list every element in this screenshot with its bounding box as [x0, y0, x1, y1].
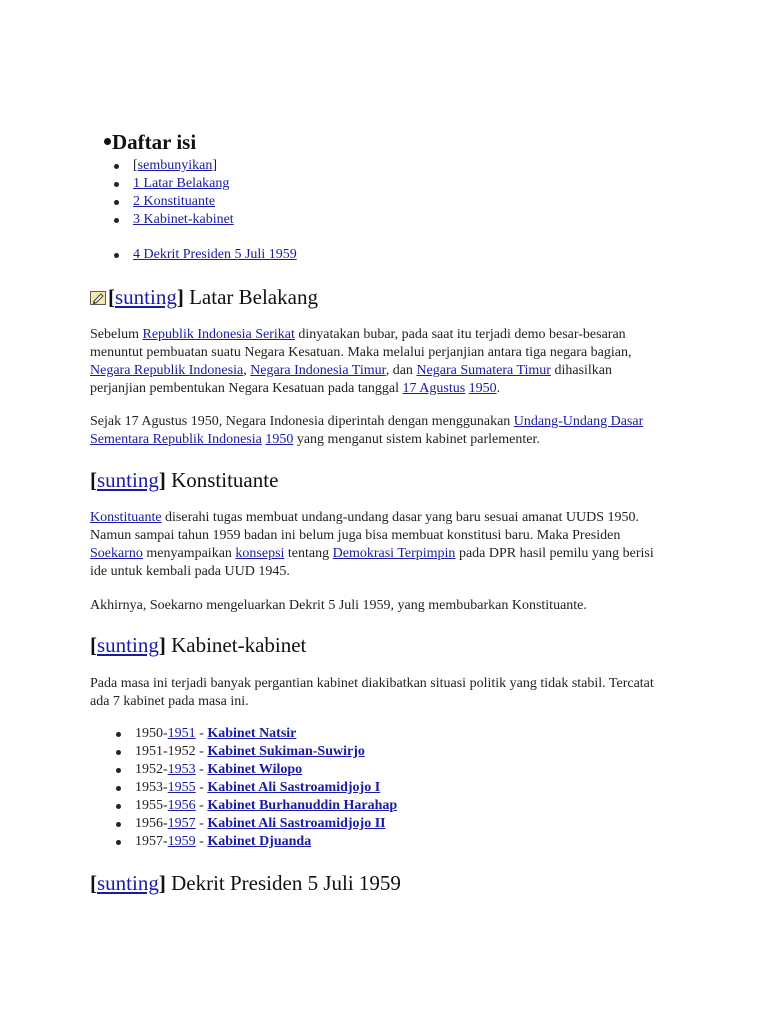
toc-link-kabinet[interactable]: 3 Kabinet-kabinet: [133, 212, 234, 227]
separator: -: [195, 798, 208, 813]
list-item: [135, 815, 397, 833]
section-title: Konstituante: [171, 468, 279, 492]
toc-list: [133, 157, 234, 229]
toc-item: [133, 175, 234, 193]
separator: -: [195, 816, 208, 831]
toc-list-continued: [133, 246, 297, 264]
list-item: [135, 761, 397, 779]
kabinet-period-start: 1956-: [135, 816, 168, 831]
link-1950[interactable]: 1950: [265, 432, 294, 447]
toc-hide-link[interactable]: sembunyikan: [137, 158, 213, 173]
edit-link[interactable]: sunting: [97, 871, 159, 895]
link-konsepsi[interactable]: konsepsi: [235, 546, 285, 561]
toc-title: [112, 129, 196, 155]
kabinet-period-start: 1957-: [135, 834, 168, 849]
separator: -: [195, 726, 208, 741]
link-konstituante[interactable]: Konstituante: [90, 510, 162, 525]
section-title: Kabinet-kabinet: [171, 633, 307, 657]
kabinet-link[interactable]: Kabinet Wilopo: [207, 762, 303, 777]
paragraph-konstituante-2: Akhirnya, Soekarno mengeluarkan Dekrit 5 Juli 1959, yang membubarkan Konstituante.: [90, 598, 587, 613]
year-link[interactable]: 1955: [167, 780, 196, 795]
toc-item: [133, 246, 297, 264]
link-republik-indonesia-serikat[interactable]: Republik Indonesia Serikat: [142, 327, 295, 342]
section-heading-konstituante: [sunting] Konstituante: [90, 468, 279, 492]
year-link[interactable]: 1951: [167, 726, 196, 741]
edit-link[interactable]: sunting: [97, 468, 159, 492]
list-item: [135, 797, 397, 815]
kabinet-period-start: 1951-1952: [135, 744, 196, 759]
toc-link-latar-belakang[interactable]: 1 Latar Belakang: [133, 176, 230, 191]
edit-link[interactable]: sunting: [97, 633, 159, 657]
kabinet-link[interactable]: Kabinet Natsir: [207, 726, 297, 741]
separator: -: [195, 744, 208, 759]
kabinet-period-start: 1955-: [135, 798, 168, 813]
link-uuds[interactable]: Undang-Undang Dasar Sementara Republik Indonesia: [90, 414, 644, 447]
kabinet-link[interactable]: Kabinet Ali Sastroamidjojo I: [207, 780, 381, 795]
kabinet-list: [135, 725, 397, 851]
list-item: [135, 779, 397, 797]
edit-pencil-icon: [90, 291, 106, 305]
year-link[interactable]: 1957: [167, 816, 196, 831]
link-17-agustus[interactable]: 17 Agustus: [402, 381, 466, 396]
link-demokrasi-terpimpin[interactable]: Demokrasi Terpimpin: [332, 546, 456, 561]
section-title: Dekrit Presiden 5 Juli 1959: [171, 871, 401, 895]
year-link[interactable]: 1959: [167, 834, 196, 849]
section-heading-latar-belakang: [sunting] Latar Belakang: [90, 284, 318, 310]
separator: -: [195, 780, 208, 795]
section-heading-dekrit: [sunting] Dekrit Presiden 5 Juli 1959: [90, 871, 401, 895]
toc-link-konstituante[interactable]: 2 Konstituante: [133, 194, 216, 209]
bullet-icon: [104, 138, 111, 145]
link-1950[interactable]: 1950: [468, 381, 497, 396]
link-negara-sumatera-timur[interactable]: Negara Sumatera Timur: [416, 363, 551, 378]
paragraph-konstituante-1: Konstituante diserahi tugas membuat undang-undang dasar yang baru sesuai amanat UUDS 1950. Namun sampai tahun 1959 badan ini belum juga bisa membuat konstitusi baru. Maka Presiden Soekarno menyampaikan konsepsi tentang Demokrasi Terpimpin pada DPR hasil pemilu yang berisi ide untuk kembali pada UUD 1945.: [90, 510, 654, 579]
kabinet-link[interactable]: Kabinet Ali Sastroamidjojo II: [207, 816, 386, 831]
link-negara-republik-indonesia[interactable]: Negara Republik Indonesia: [90, 363, 244, 378]
year-link[interactable]: 1953: [167, 762, 196, 777]
toc-title-text: Daftar isi: [112, 130, 197, 154]
list-item: [135, 743, 397, 761]
kabinet-period-start: 1953-: [135, 780, 168, 795]
link-soekarno[interactable]: Soekarno: [90, 546, 143, 561]
section-title: Latar Belakang: [189, 285, 318, 309]
paragraph-kabinet-1: Pada masa ini terjadi banyak pergantian kabinet diakibatkan situasi politik yang tidak stabil. Tercatat ada 7 kabinet pada masa ini.: [90, 676, 654, 709]
separator: -: [195, 762, 208, 777]
toc-hide-item: [sembunyikan]: [133, 157, 234, 175]
link-negara-indonesia-timur[interactable]: Negara Indonesia Timur: [250, 363, 386, 378]
year-link[interactable]: 1956: [167, 798, 196, 813]
list-item: [135, 725, 397, 743]
separator: -: [195, 834, 208, 849]
toc-link-dekrit[interactable]: 4 Dekrit Presiden 5 Juli 1959: [133, 247, 297, 262]
edit-link[interactable]: sunting: [115, 285, 177, 309]
kabinet-link[interactable]: Kabinet Sukiman-Suwirjo: [207, 744, 365, 759]
toc-item: [133, 193, 234, 211]
kabinet-link[interactable]: Kabinet Burhanuddin Harahap: [207, 798, 398, 813]
paragraph-latar-1: Sebelum Republik Indonesia Serikat dinyatakan bubar, pada saat itu terjadi demo besar-besaran menuntut pembuatan suatu Negara Kesatuan. Maka melalui perjanjian antara tiga negara bagian, Negara Republik Indonesia, Negara Indonesia Timur, dan Negara Sumatera Timur dihasilkan perjanjian pembentukan Negara Kesatuan pada tanggal 17 Agustus 1950.: [90, 327, 632, 396]
kabinet-period-start: 1950-: [135, 726, 168, 741]
list-item: [135, 833, 397, 851]
section-heading-kabinet: [sunting] Kabinet-kabinet: [90, 633, 307, 657]
toc-item: [133, 211, 234, 229]
kabinet-period-start: 1952-: [135, 762, 168, 777]
paragraph-latar-2: Sejak 17 Agustus 1950, Negara Indonesia diperintah dengan menggunakan Undang-Undang Dasar Sementara Republik Indonesia 1950 yang menganut sistem kabinet parlementer.: [90, 414, 644, 447]
kabinet-link[interactable]: Kabinet Djuanda: [207, 834, 312, 849]
